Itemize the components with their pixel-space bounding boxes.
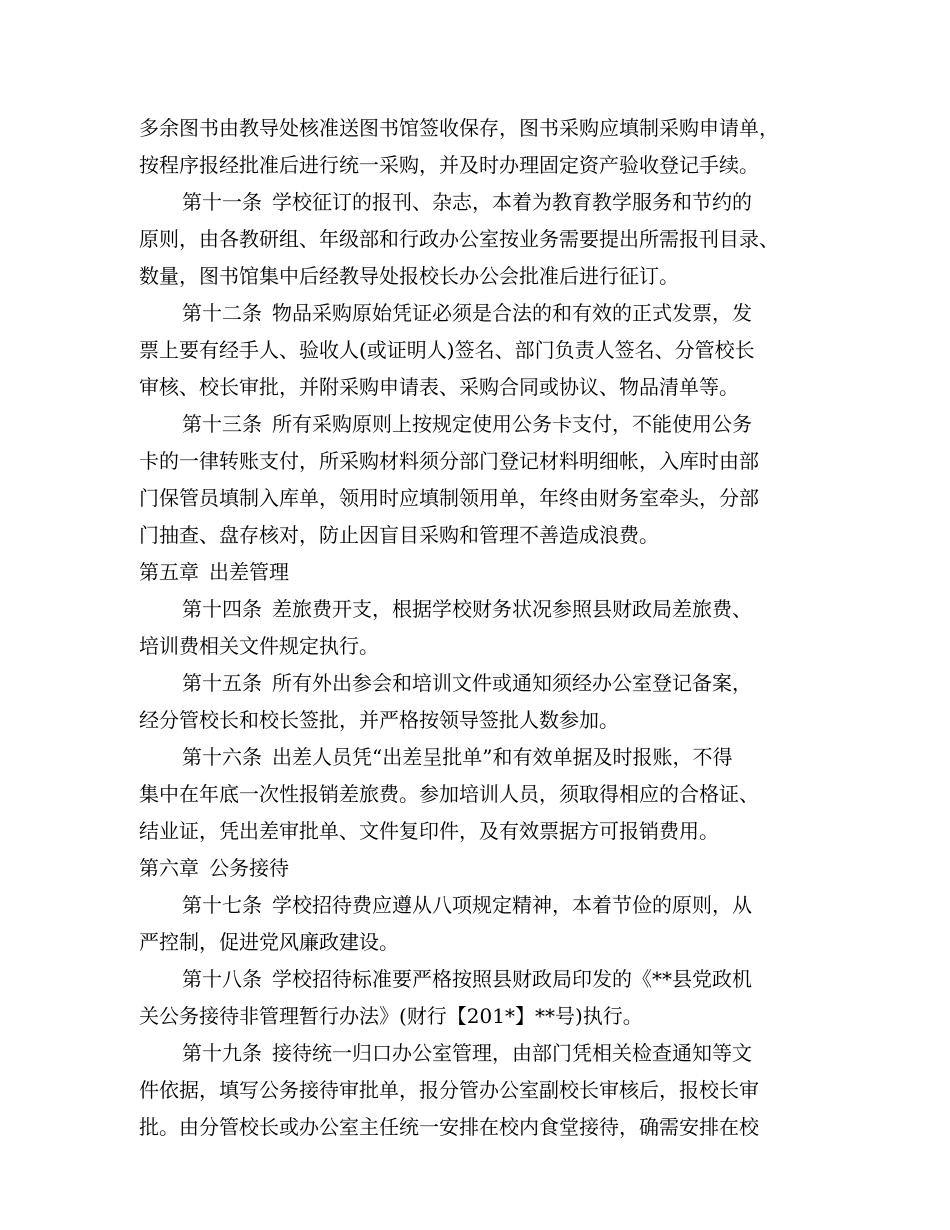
chapter-title: 出差管理 xyxy=(209,560,289,584)
article-text: 学校招待标准要严格按照县财政局印发的《**县党政机 xyxy=(272,967,752,991)
text-line: 门抽查、盘存核对，防止因盲目采购和管理不善造成浪费。 xyxy=(139,523,659,547)
article-number: 第十五条 xyxy=(182,671,262,695)
chapter-heading xyxy=(139,554,819,591)
article-line xyxy=(139,665,819,702)
article-line xyxy=(139,406,819,443)
text-line: 培训费相关文件规定执行。 xyxy=(139,634,379,658)
article-number: 第十六条 xyxy=(182,745,262,769)
article-text: 所有采购原则上按规定使用公务卡支付，不能使用公务 xyxy=(272,412,752,436)
chapter-title: 公务接待 xyxy=(209,856,289,880)
chapter-number: 第六章 xyxy=(139,856,199,880)
article-text: 接待统一归口办公室管理，由部门凭相关检查通知等文 xyxy=(272,1041,752,1065)
article-line xyxy=(139,295,819,332)
document-body xyxy=(139,110,819,1146)
article-text: 物品采购原始凭证必须是合法的和有效的正式发票，发 xyxy=(272,301,752,325)
chapter-number: 第五章 xyxy=(139,560,199,584)
article-line xyxy=(139,887,819,924)
text-line: 结业证，凭出差审批单、文件复印件，及有效票据方可报销费用。 xyxy=(139,819,719,843)
text-line: 票上要有经手人、验收人(或证明人)签名、部门负责人签名、分管校长 xyxy=(139,338,755,362)
text-line: 审核、校长审批，并附采购申请表、采购合同或协议、物品清单等。 xyxy=(139,375,739,399)
text-line: 经分管校长和校长签批，并严格按领导签批人数参加。 xyxy=(139,708,619,732)
article-line xyxy=(139,739,819,776)
article-number: 第十四条 xyxy=(182,597,262,621)
text-line: 按程序报经批准后进行统一采购，并及时办理固定资产验收登记手续。 xyxy=(139,153,759,177)
text-line: 数量，图书馆集中后经教导处报校长办公会批准后进行征订。 xyxy=(139,264,679,288)
text-line: 卡的一律转账支付，所采购材料须分部门登记材料明细帐，入库时由部 xyxy=(139,449,759,473)
text-line: 件依据，填写公务接待审批单，报分管办公室副校长审核后，报校长审 xyxy=(139,1078,759,1102)
text-line: 批。由分管校长或办公室主任统一安排在校内食堂接待，确需安排在校 xyxy=(139,1115,759,1139)
text-line: 关公务接待非管理暂行办法》(财行【201*】**号)执行。 xyxy=(139,1004,643,1028)
article-text: 学校征订的报刊、杂志，本着为教育教学服务和节约的 xyxy=(272,190,752,214)
article-line xyxy=(139,591,819,628)
article-text: 学校招待费应遵从八项规定精神，本着节俭的原则，从 xyxy=(272,893,752,917)
article-text: 所有外出参会和培训文件或通知须经办公室登记备案， xyxy=(272,671,752,695)
article-number: 第十七条 xyxy=(182,893,262,917)
article-number: 第十一条 xyxy=(182,190,262,214)
article-number: 第十三条 xyxy=(182,412,262,436)
article-line xyxy=(139,1035,819,1072)
article-number: 第十二条 xyxy=(182,301,262,325)
article-line xyxy=(139,184,819,221)
article-number: 第十八条 xyxy=(182,967,262,991)
text-line: 多余图书由教导处核准送图书馆签收保存，图书采购应填制采购申请单， xyxy=(139,116,779,140)
article-text: 出差人员凭“出差呈批单”和有效单据及时报账，不得 xyxy=(272,745,733,769)
article-number: 第十九条 xyxy=(182,1041,262,1065)
text-line: 严控制，促进党风廉政建设。 xyxy=(139,930,399,954)
text-line: 门保管员填制入库单，领用时应填制领用单，年终由财务室牵头，分部 xyxy=(139,486,759,510)
article-text: 差旅费开支，根据学校财务状况参照县财政局差旅费、 xyxy=(272,597,752,621)
chapter-heading xyxy=(139,850,819,887)
article-line xyxy=(139,961,819,998)
text-line: 集中在年底一次性报销差旅费。参加培训人员，须取得相应的合格证、 xyxy=(139,782,759,806)
text-line: 原则，由各教研组、年级部和行政办公室按业务需要提出所需报刊目录、 xyxy=(139,227,779,251)
